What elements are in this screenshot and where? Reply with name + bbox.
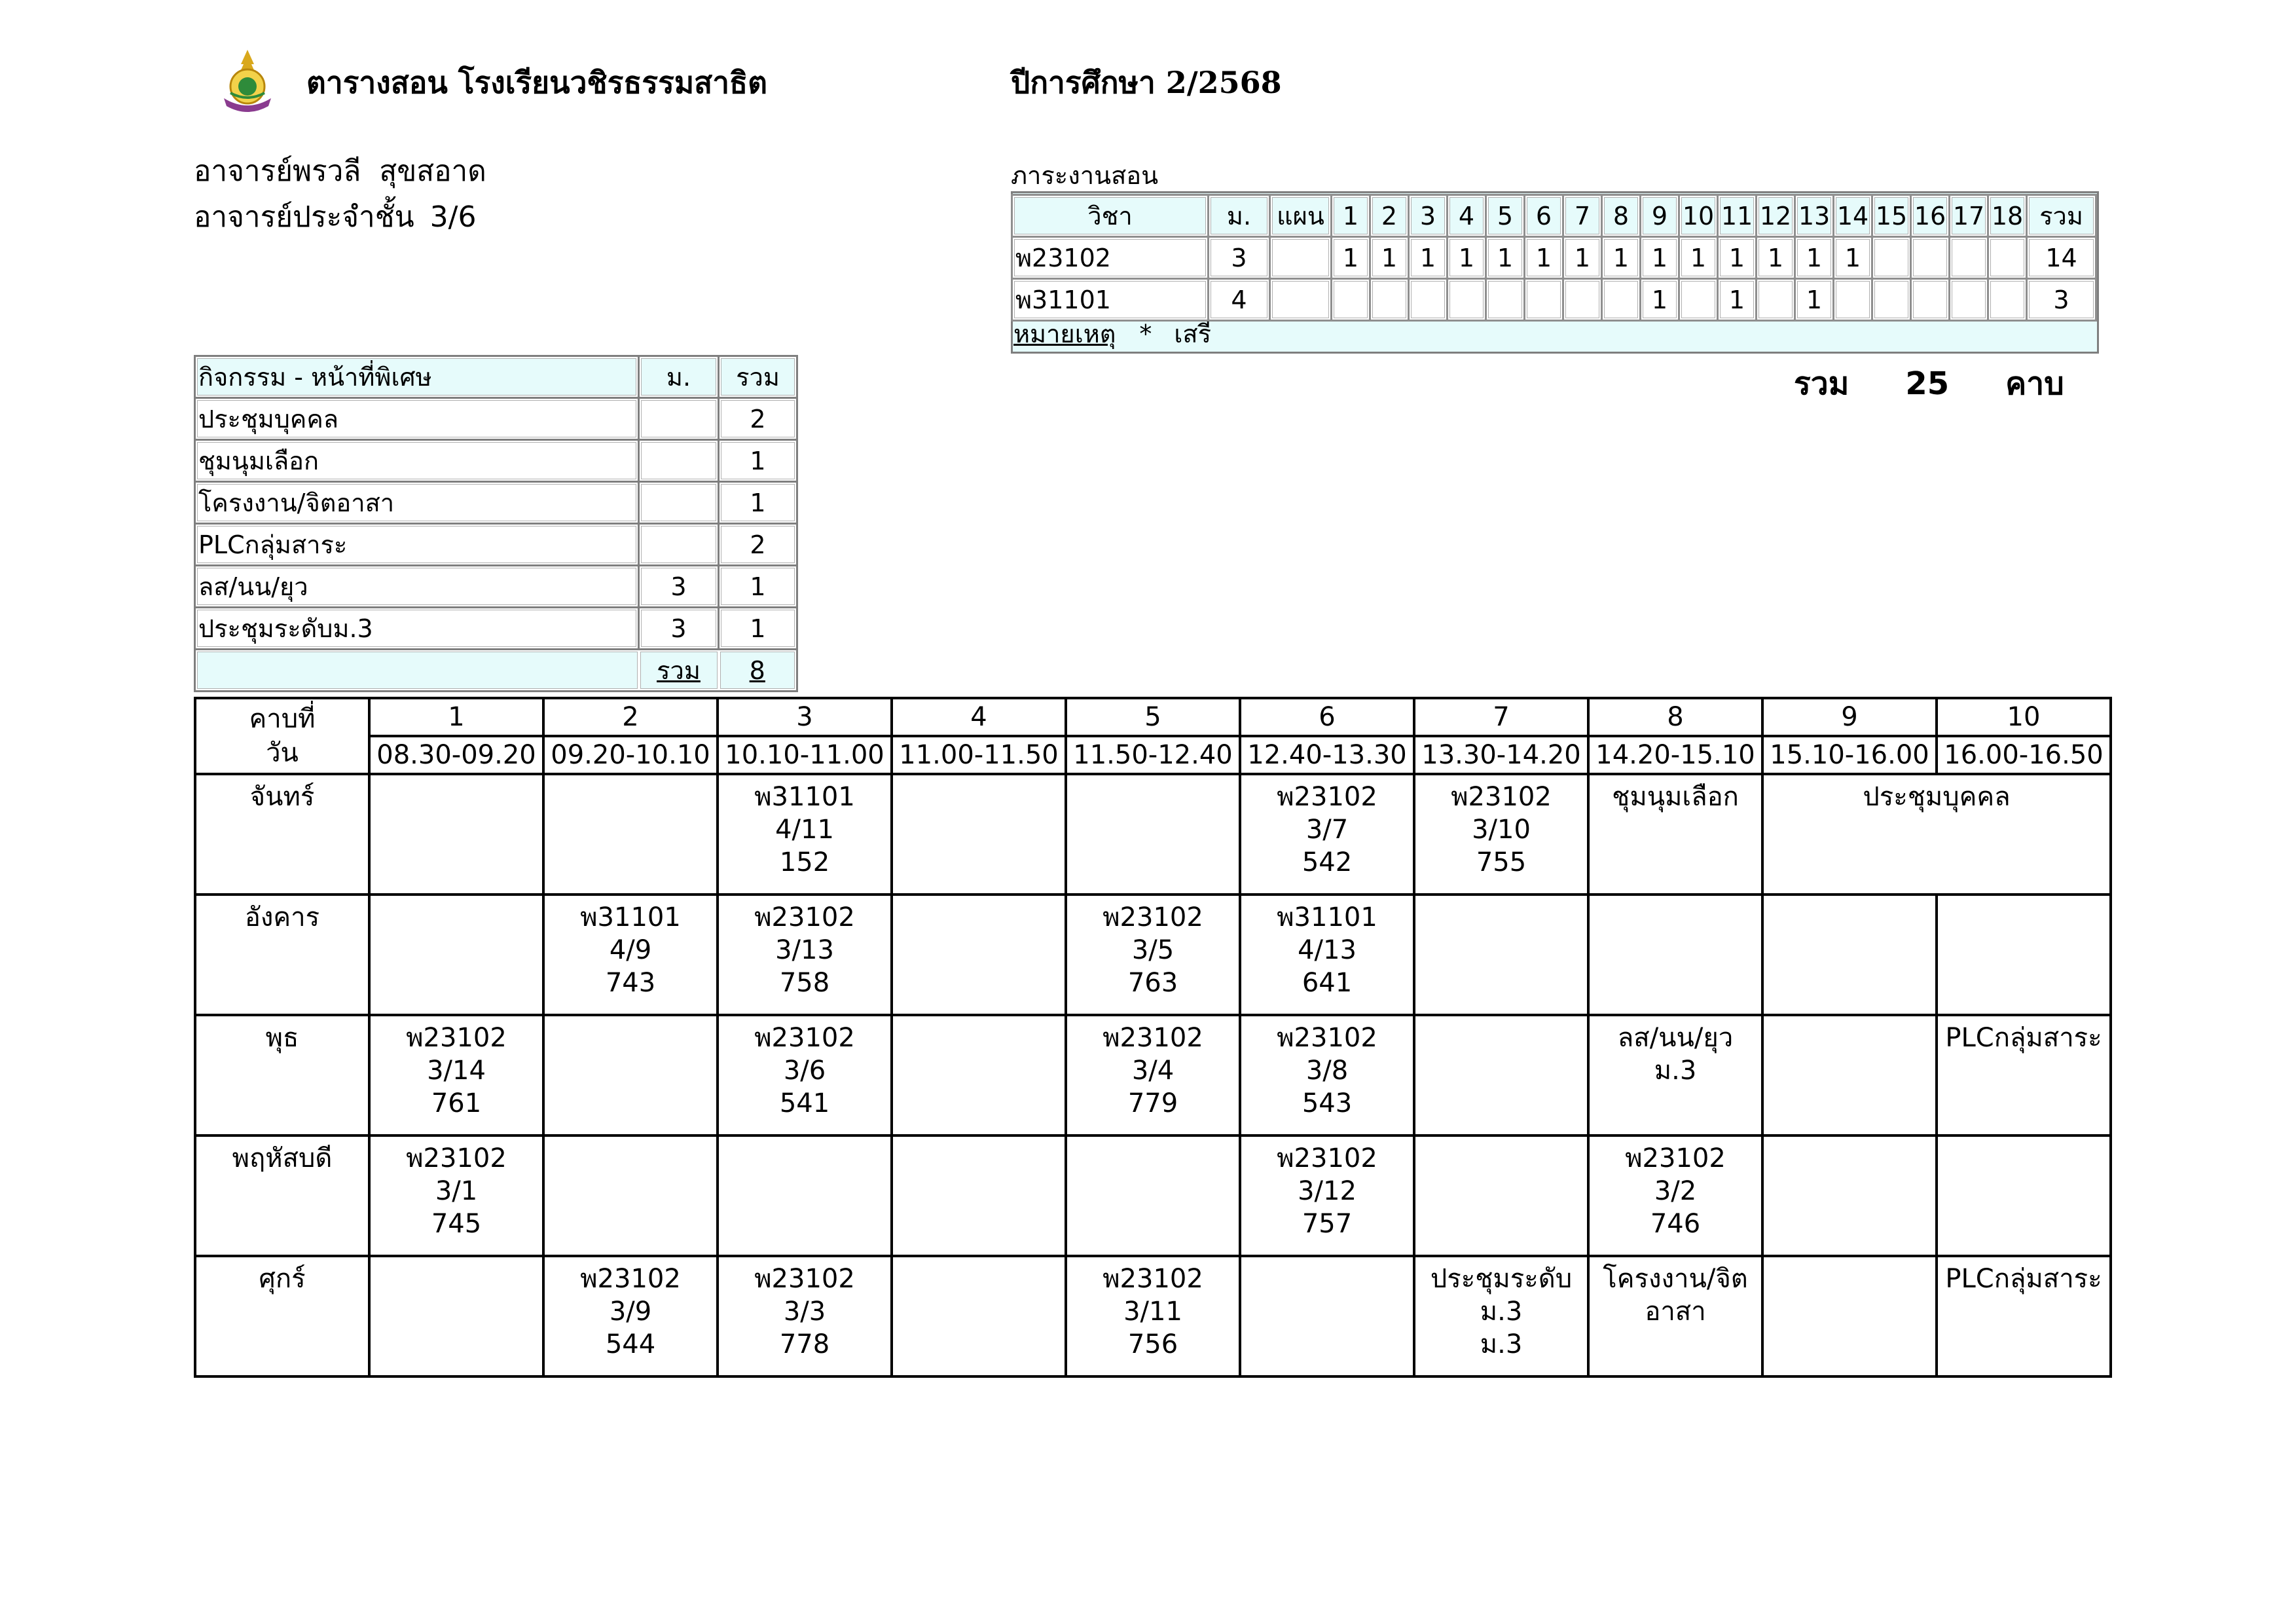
workload-cell bbox=[1679, 279, 1718, 321]
period-number: 5 bbox=[1066, 698, 1240, 736]
activity-level: 3 bbox=[639, 566, 719, 608]
class-cell bbox=[1588, 774, 1762, 895]
activity-row bbox=[195, 524, 797, 566]
workload-cell bbox=[1950, 279, 1988, 321]
empty-cell bbox=[369, 895, 543, 1015]
cell-line: 3/7 bbox=[1305, 815, 1349, 845]
workload-cell: 1 bbox=[1370, 237, 1409, 279]
empty-cell bbox=[543, 1015, 718, 1135]
cell-line: 778 bbox=[779, 1329, 830, 1359]
cell-line: พ23102 bbox=[406, 1023, 507, 1053]
class-cell bbox=[1588, 1015, 1762, 1135]
workload-cell bbox=[1409, 279, 1448, 321]
activity-header-total: รวม bbox=[719, 356, 797, 398]
class-cell bbox=[718, 1015, 892, 1135]
cell-line: 745 bbox=[431, 1209, 482, 1239]
workload-cell: 1 bbox=[1795, 237, 1834, 279]
workload-header-cell: 7 bbox=[1563, 195, 1602, 237]
teacher-name bbox=[194, 152, 486, 191]
workload-header-cell: 15 bbox=[1872, 195, 1911, 237]
empty-cell bbox=[543, 1135, 718, 1256]
activity-name: ลส/นน/ยุว bbox=[195, 566, 639, 608]
cell-line: 543 bbox=[1302, 1088, 1353, 1118]
workload-cell: 1 bbox=[1641, 237, 1679, 279]
workload-cell: 1 bbox=[1834, 237, 1872, 279]
empty-cell bbox=[369, 1256, 543, 1376]
workload-cell bbox=[1757, 279, 1795, 321]
class-cell bbox=[1240, 1135, 1414, 1256]
class-cell bbox=[543, 895, 718, 1015]
cell-line: 3/1 bbox=[435, 1176, 478, 1206]
workload-header-cell: 9 bbox=[1641, 195, 1679, 237]
class-cell bbox=[1762, 774, 2111, 895]
empty-cell bbox=[1414, 895, 1588, 1015]
workload-header-cell: รวม bbox=[2027, 195, 2096, 237]
workload-cell: 1 bbox=[1602, 237, 1641, 279]
activity-header-level: ม. bbox=[639, 356, 719, 398]
period-time: 11.00-11.50 bbox=[892, 736, 1066, 774]
activity-name: ประชุมระดับม.3 bbox=[195, 608, 639, 650]
page-title: ตารางสอน โรงเรียนวชิรธรรมสาธิต bbox=[306, 65, 767, 100]
empty-cell bbox=[543, 774, 718, 895]
workload-cell: 1 bbox=[1448, 237, 1486, 279]
note-text: เสรี bbox=[1174, 320, 1212, 348]
period-number: 10 bbox=[1937, 698, 2111, 736]
empty-cell bbox=[1066, 1135, 1240, 1256]
cell-line: พ23102 bbox=[1625, 1143, 1726, 1173]
cell-line: 542 bbox=[1302, 847, 1353, 877]
cell-line: พ23102 bbox=[1102, 902, 1203, 932]
activity-row bbox=[195, 566, 797, 608]
timetable bbox=[194, 697, 2112, 1378]
empty-cell bbox=[892, 1015, 1066, 1135]
period-time-row bbox=[195, 736, 2111, 774]
cell-line: ม.3 bbox=[1654, 1056, 1697, 1086]
workload-cell bbox=[1911, 279, 1950, 321]
empty-cell bbox=[1762, 1256, 1937, 1376]
empty-cell bbox=[1762, 895, 1937, 1015]
cell-line: พ23102 bbox=[1277, 1023, 1377, 1053]
workload-cell: 1 bbox=[1525, 237, 1563, 279]
workload-header-cell: แผน bbox=[1270, 195, 1332, 237]
workload-cell bbox=[1872, 237, 1911, 279]
empty-cell bbox=[1937, 1135, 2111, 1256]
cell-line: 641 bbox=[1302, 968, 1353, 998]
cell-line: 3/8 bbox=[1305, 1056, 1349, 1086]
workload-cell bbox=[1270, 279, 1332, 321]
class-cell bbox=[369, 1015, 543, 1135]
cell-line: 3/5 bbox=[1131, 935, 1175, 965]
cell-line: พ23102 bbox=[406, 1143, 507, 1173]
cell-line: ชุมนุมเลือก bbox=[1612, 782, 1739, 812]
workload-cell bbox=[1525, 279, 1563, 321]
cell-line: ประชุมระดับ bbox=[1430, 1264, 1573, 1294]
cell-line: 3/11 bbox=[1123, 1297, 1182, 1327]
day-row bbox=[195, 1015, 2111, 1135]
class-cell bbox=[1937, 1256, 2111, 1376]
cell-line: พ23102 bbox=[754, 902, 855, 932]
period-header-row bbox=[195, 698, 2111, 736]
workload-cell: 1 bbox=[1409, 237, 1448, 279]
cell-line: พ31101 bbox=[754, 782, 855, 812]
total-periods bbox=[1794, 364, 2064, 403]
workload-header-cell: 16 bbox=[1911, 195, 1950, 237]
class-cell bbox=[1066, 1256, 1240, 1376]
cell-line: PLCกลุ่มสาระ bbox=[1945, 1023, 2102, 1053]
homeroom-info bbox=[194, 198, 476, 237]
cell-line: ลส/นน/ยุว bbox=[1617, 1023, 1734, 1053]
day-row bbox=[195, 1135, 2111, 1256]
teacher-surname: สุขสอาด bbox=[379, 155, 486, 188]
workload-header-cell: 4 bbox=[1448, 195, 1486, 237]
activity-table bbox=[194, 355, 798, 692]
class-cell bbox=[1066, 895, 1240, 1015]
cell-line: พ23102 bbox=[580, 1264, 681, 1294]
empty-cell bbox=[892, 774, 1066, 895]
cell-line: 4/11 bbox=[775, 815, 834, 845]
activity-level bbox=[639, 524, 719, 566]
workload-cell: 3 bbox=[1209, 237, 1270, 279]
cell-line: อาสา bbox=[1645, 1297, 1706, 1327]
period-time: 12.40-13.30 bbox=[1240, 736, 1414, 774]
period-time: 16.00-16.50 bbox=[1937, 736, 2111, 774]
empty-cell bbox=[1588, 895, 1762, 1015]
period-time: 08.30-09.20 bbox=[369, 736, 543, 774]
activity-sum-label: รวม bbox=[639, 650, 719, 692]
activity-row bbox=[195, 608, 797, 650]
workload-cell bbox=[1834, 279, 1872, 321]
homeroom-label: อาจารย์ประจำชั้น bbox=[194, 200, 414, 234]
cell-line: 152 bbox=[779, 847, 830, 877]
activity-row bbox=[195, 398, 797, 440]
workload-cell: 1 bbox=[1563, 237, 1602, 279]
note-label: หมายเหตุ bbox=[1013, 320, 1116, 348]
activity-level: 3 bbox=[639, 608, 719, 650]
period-time: 10.10-11.00 bbox=[718, 736, 892, 774]
note-star: * bbox=[1139, 320, 1152, 348]
activity-sum-value: 8 bbox=[719, 650, 797, 692]
period-number: 4 bbox=[892, 698, 1066, 736]
activity-name: ประชุมบุคคล bbox=[195, 398, 639, 440]
empty-cell bbox=[1066, 774, 1240, 895]
workload-note bbox=[1013, 317, 1211, 351]
workload-header-cell: 2 bbox=[1370, 195, 1409, 237]
workload-table bbox=[1011, 194, 2097, 322]
workload-header-cell: 13 bbox=[1795, 195, 1834, 237]
school-emblem-icon bbox=[216, 47, 279, 115]
workload-header-cell: วิชา bbox=[1012, 195, 1209, 237]
cell-line: 3/9 bbox=[609, 1297, 652, 1327]
activity-level bbox=[639, 440, 719, 482]
workload-subject: พ23102 bbox=[1012, 237, 1209, 279]
cell-line: พ23102 bbox=[1277, 1143, 1377, 1173]
workload-header-cell: 12 bbox=[1757, 195, 1795, 237]
day-name: พฤหัสบดี bbox=[195, 1135, 369, 1256]
workload-cell: 14 bbox=[2027, 237, 2096, 279]
period-time: 13.30-14.20 bbox=[1414, 736, 1588, 774]
empty-cell bbox=[369, 774, 543, 895]
day-name: จันทร์ bbox=[195, 774, 369, 895]
cell-line: 755 bbox=[1476, 847, 1527, 877]
total-value: 25 bbox=[1905, 365, 1950, 402]
class-cell bbox=[1240, 774, 1414, 895]
day-row bbox=[195, 895, 2111, 1015]
workload-cell bbox=[1448, 279, 1486, 321]
workload-caption: ภาระงานสอน bbox=[1011, 161, 1159, 190]
class-cell bbox=[1240, 895, 1414, 1015]
activity-sum-row bbox=[195, 650, 797, 692]
workload-cell: 4 bbox=[1209, 279, 1270, 321]
class-cell bbox=[543, 1256, 718, 1376]
cell-line: 3/6 bbox=[783, 1056, 826, 1086]
period-time: 14.20-15.10 bbox=[1588, 736, 1762, 774]
day-name: ศุกร์ bbox=[195, 1256, 369, 1376]
period-number: 6 bbox=[1240, 698, 1414, 736]
activity-level bbox=[639, 482, 719, 524]
class-cell bbox=[369, 1135, 543, 1256]
workload-cell bbox=[1988, 279, 2027, 321]
cell-line: ประชุมบุคคล bbox=[1863, 782, 2011, 812]
workload-cell bbox=[1872, 279, 1911, 321]
workload-cell bbox=[1911, 237, 1950, 279]
workload-cell: 1 bbox=[1718, 279, 1757, 321]
activity-total: 1 bbox=[719, 608, 797, 650]
empty-cell bbox=[892, 1135, 1066, 1256]
cell-line: พ23102 bbox=[754, 1264, 855, 1294]
period-time: 09.20-10.10 bbox=[543, 736, 718, 774]
class-cell bbox=[1588, 1135, 1762, 1256]
cell-line: 779 bbox=[1127, 1088, 1178, 1118]
cell-line: 3/3 bbox=[783, 1297, 826, 1327]
activity-header-row bbox=[195, 356, 797, 398]
homeroom-class: 3/6 bbox=[429, 200, 477, 234]
cell-line: พ23102 bbox=[1451, 782, 1552, 812]
class-cell bbox=[1414, 774, 1588, 895]
activity-level bbox=[639, 398, 719, 440]
workload-cell: 1 bbox=[1641, 279, 1679, 321]
workload-header-cell: 5 bbox=[1486, 195, 1525, 237]
cell-line: 761 bbox=[431, 1088, 482, 1118]
cell-line: PLCกลุ่มสาระ bbox=[1945, 1264, 2102, 1294]
workload-cell bbox=[1563, 279, 1602, 321]
period-number: 3 bbox=[718, 698, 892, 736]
workload-cell: 1 bbox=[1757, 237, 1795, 279]
cell-line: พ23102 bbox=[1102, 1023, 1203, 1053]
cell-line: ม.3 bbox=[1480, 1329, 1523, 1359]
total-unit: คาบ bbox=[2005, 365, 2064, 402]
activity-row bbox=[195, 482, 797, 524]
workload-header-cell: 1 bbox=[1332, 195, 1370, 237]
activity-total: 2 bbox=[719, 524, 797, 566]
workload-cell bbox=[1370, 279, 1409, 321]
period-number: 1 bbox=[369, 698, 543, 736]
activity-total: 2 bbox=[719, 398, 797, 440]
cell-line: 4/9 bbox=[609, 935, 652, 965]
corner-cell bbox=[195, 698, 369, 774]
activity-name: ชุมนุมเลือก bbox=[195, 440, 639, 482]
empty-cell bbox=[1240, 1256, 1414, 1376]
workload-header-cell: 18 bbox=[1988, 195, 2027, 237]
activity-header-name: กิจกรรม - หน้าที่พิเศษ bbox=[195, 356, 639, 398]
activity-row bbox=[195, 440, 797, 482]
cell-line: 758 bbox=[779, 968, 830, 998]
workload-header-cell: 14 bbox=[1834, 195, 1872, 237]
cell-line: 3/4 bbox=[1131, 1056, 1175, 1086]
workload-cell: 1 bbox=[1718, 237, 1757, 279]
workload-header-cell: 11 bbox=[1718, 195, 1757, 237]
empty-cell bbox=[1762, 1135, 1937, 1256]
corner-day-label: วัน bbox=[266, 738, 299, 768]
activity-total: 1 bbox=[719, 482, 797, 524]
cell-line: 763 bbox=[1127, 968, 1178, 998]
cell-line: 756 bbox=[1127, 1329, 1178, 1359]
cell-line: 3/2 bbox=[1654, 1176, 1697, 1206]
corner-period-label: คาบที่ bbox=[249, 704, 316, 734]
cell-line: ม.3 bbox=[1480, 1297, 1523, 1327]
workload-cell bbox=[1988, 237, 2027, 279]
activity-total: 1 bbox=[719, 566, 797, 608]
cell-line: 743 bbox=[605, 968, 656, 998]
period-number: 8 bbox=[1588, 698, 1762, 736]
cell-line: 757 bbox=[1302, 1209, 1353, 1239]
period-time: 15.10-16.00 bbox=[1762, 736, 1937, 774]
class-cell bbox=[718, 895, 892, 1015]
workload-cell: 3 bbox=[2027, 279, 2096, 321]
workload-subject: พ31101 bbox=[1012, 279, 1209, 321]
cell-line: พ23102 bbox=[1277, 782, 1377, 812]
teacher-first-name: อาจารย์พรวลี bbox=[194, 155, 361, 188]
activity-sum-spacer bbox=[195, 650, 639, 692]
cell-line: 541 bbox=[779, 1088, 830, 1118]
cell-line: 4/13 bbox=[1298, 935, 1357, 965]
academic-year: ปีการศึกษา 2/2568 bbox=[1011, 65, 1282, 100]
class-cell bbox=[1414, 1256, 1588, 1376]
activity-name: โครงงาน/จิตอาสา bbox=[195, 482, 639, 524]
period-number: 9 bbox=[1762, 698, 1937, 736]
total-label: รวม bbox=[1794, 365, 1850, 402]
workload-cell: 1 bbox=[1486, 237, 1525, 279]
workload-cell bbox=[1486, 279, 1525, 321]
cell-line: 3/12 bbox=[1298, 1176, 1357, 1206]
empty-cell bbox=[1414, 1135, 1588, 1256]
empty-cell bbox=[1414, 1015, 1588, 1135]
cell-line: 3/13 bbox=[775, 935, 834, 965]
workload-cell: 1 bbox=[1679, 237, 1718, 279]
workload-cell bbox=[1332, 279, 1370, 321]
period-number: 7 bbox=[1414, 698, 1588, 736]
workload-cell bbox=[1950, 237, 1988, 279]
cell-line: โครงงาน/จิต bbox=[1603, 1264, 1748, 1294]
workload-header-cell: 17 bbox=[1950, 195, 1988, 237]
workload-header-cell: 8 bbox=[1602, 195, 1641, 237]
class-cell bbox=[1588, 1256, 1762, 1376]
workload-cell bbox=[1602, 279, 1641, 321]
day-name: อังคาร bbox=[195, 895, 369, 1015]
workload-header-cell: 3 bbox=[1409, 195, 1448, 237]
activity-total: 1 bbox=[719, 440, 797, 482]
period-time: 11.50-12.40 bbox=[1066, 736, 1240, 774]
empty-cell bbox=[892, 1256, 1066, 1376]
cell-line: พ31101 bbox=[1277, 902, 1377, 932]
workload-row bbox=[1012, 237, 2096, 279]
workload-header-row bbox=[1012, 195, 2096, 237]
workload-header-cell: 6 bbox=[1525, 195, 1563, 237]
cell-line: 3/10 bbox=[1472, 815, 1531, 845]
workload-cell: 1 bbox=[1795, 279, 1834, 321]
workload-cell: 1 bbox=[1332, 237, 1370, 279]
cell-line: พ31101 bbox=[580, 902, 681, 932]
empty-cell bbox=[1762, 1015, 1937, 1135]
workload-header-cell: ม. bbox=[1209, 195, 1270, 237]
empty-cell bbox=[718, 1135, 892, 1256]
cell-line: 544 bbox=[605, 1329, 656, 1359]
day-row bbox=[195, 774, 2111, 895]
cell-line: พ23102 bbox=[754, 1023, 855, 1053]
cell-line: 746 bbox=[1650, 1209, 1701, 1239]
cell-line: 3/14 bbox=[427, 1056, 486, 1086]
period-number: 2 bbox=[543, 698, 718, 736]
class-cell bbox=[1240, 1015, 1414, 1135]
workload-row bbox=[1012, 279, 2096, 321]
empty-cell bbox=[1937, 895, 2111, 1015]
day-name: พุธ bbox=[195, 1015, 369, 1135]
activity-name: PLCกลุ่มสาระ bbox=[195, 524, 639, 566]
class-cell bbox=[1937, 1015, 2111, 1135]
workload-cell bbox=[1270, 237, 1332, 279]
class-cell bbox=[718, 774, 892, 895]
day-row bbox=[195, 1256, 2111, 1376]
empty-cell bbox=[892, 895, 1066, 1015]
class-cell bbox=[1066, 1015, 1240, 1135]
cell-line: พ23102 bbox=[1102, 1264, 1203, 1294]
class-cell bbox=[718, 1256, 892, 1376]
workload-header-cell: 10 bbox=[1679, 195, 1718, 237]
